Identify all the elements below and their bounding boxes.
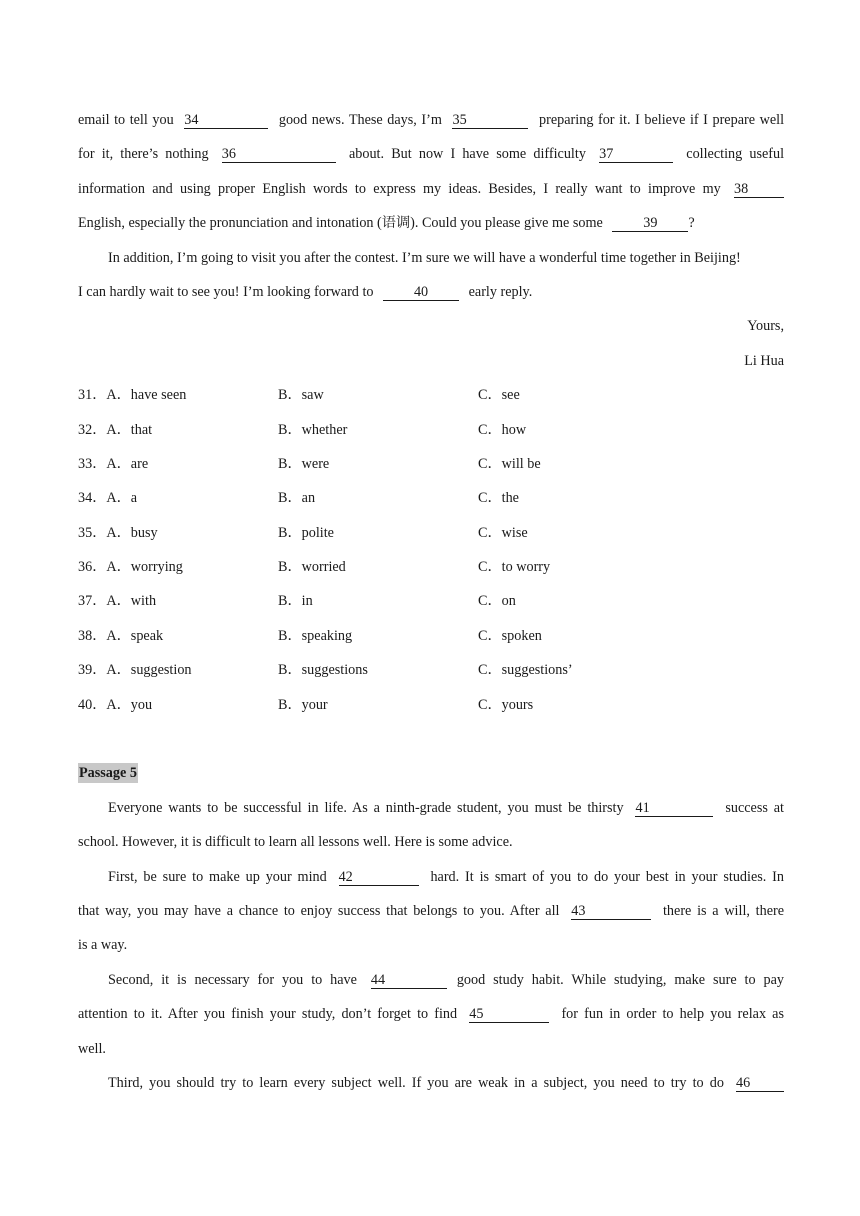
option-c: C．will be — [478, 455, 541, 472]
letter-line-1 — [78, 103, 784, 137]
letter-line-6 — [78, 275, 784, 309]
text: Second, it is necessary for you to have — [108, 971, 357, 988]
text: that way, you may have a chance to enjoy success that belongs to you. After all — [78, 902, 560, 919]
option-b: B．polite — [278, 524, 334, 541]
blank-36: 36 — [222, 146, 336, 163]
text: good study habit. While studying, make sure to pay — [456, 971, 785, 988]
passage-line — [78, 894, 784, 928]
text: information and using proper English words to express my ideas. Besides, I really want to improve my — [78, 180, 721, 197]
passage-line — [78, 791, 784, 825]
option-b: B．in — [278, 593, 313, 610]
passage-line — [78, 1066, 784, 1100]
blank-41: 41 — [635, 800, 713, 817]
text: hard. It is smart of you to do your best in your studies. In — [430, 868, 784, 885]
letter-line-2 — [78, 137, 784, 171]
passage-5-heading: Passage 5 — [79, 765, 137, 782]
passage-line — [78, 1032, 784, 1066]
text: preparing for it. I believe if I prepare well — [539, 112, 785, 128]
blank-45: 45 — [469, 1006, 549, 1023]
passage-line — [78, 860, 784, 894]
options-list — [78, 378, 784, 722]
option-c: C．spoken — [478, 627, 542, 644]
text: there is a will, there — [662, 902, 785, 919]
blank-37: 37 — [599, 146, 673, 163]
text: is a way. — [78, 937, 128, 954]
blank-35: 35 — [452, 112, 528, 129]
letter-line-4 — [78, 206, 784, 240]
option-a: 34．A．a — [78, 490, 138, 507]
option-c: C．suggestions’ — [478, 662, 573, 679]
option-a: 35．A．busy — [78, 524, 158, 541]
blank-34: 34 — [184, 112, 268, 129]
text: collecting useful — [686, 146, 785, 163]
option-a: 31．A．have seen — [78, 387, 187, 404]
blank-38: 38 — [734, 181, 784, 198]
text: email to tell you — [78, 112, 174, 128]
letter-closing: Yours, — [747, 318, 784, 335]
passage-line — [78, 997, 784, 1031]
option-a: 39．A．suggestion — [78, 662, 192, 679]
option-b: B．your — [278, 696, 328, 713]
text: attention to it. After you finish your study, don’t forget to find — [78, 1006, 458, 1023]
option-b: B．an — [278, 490, 316, 507]
text: school. However, it is difficult to learn all lessons well. Here is some advice. — [78, 834, 513, 851]
option-c: C．the — [478, 490, 519, 507]
option-row — [78, 447, 784, 481]
option-b: B．were — [278, 455, 330, 472]
option-c: C．wise — [478, 524, 528, 541]
text: for it, there’s nothing — [78, 146, 209, 163]
option-row — [78, 584, 784, 618]
letter-line-5 — [78, 241, 784, 275]
blank-39: 39 — [612, 215, 688, 232]
option-a: 38．A．speak — [78, 627, 164, 644]
option-c: C．to worry — [478, 559, 551, 576]
option-b: B．worried — [278, 559, 346, 576]
option-row — [78, 550, 784, 584]
text: Everyone wants to be successful in life. As a ninth-grade student, you must be thirsty — [108, 799, 624, 816]
option-row — [78, 619, 784, 653]
letter-signature: Li Hua — [744, 352, 784, 369]
option-row — [78, 653, 784, 687]
document-content — [78, 103, 784, 1100]
text: success at — [725, 799, 785, 816]
text: First, be sure to make up your mind — [108, 868, 327, 885]
text: well. — [78, 1040, 106, 1057]
option-row — [78, 516, 784, 550]
spacer — [78, 722, 784, 756]
option-a: 37．A．with — [78, 593, 157, 610]
blank-42: 42 — [339, 869, 419, 886]
option-row — [78, 688, 784, 722]
option-row — [78, 413, 784, 447]
blank-46: 46 — [736, 1075, 784, 1092]
blank-44: 44 — [371, 972, 447, 989]
option-c: C．on — [478, 593, 516, 610]
text: In addition, I’m going to visit you after the contest. I’m sure we will have a wonderful time together in Beijing! — [108, 249, 741, 266]
option-a: 33．A．are — [78, 455, 149, 472]
option-row — [78, 378, 784, 412]
text: early reply. — [468, 283, 533, 300]
text: for fun in order to help you relax as — [561, 1006, 785, 1023]
option-b: B．speaking — [278, 627, 353, 644]
option-c: C．yours — [478, 696, 534, 713]
blank-40: 40 — [383, 284, 459, 301]
option-b: B．saw — [278, 387, 324, 404]
text: about. But now I have some difficulty — [348, 146, 586, 163]
text: I can hardly wait to see you! I’m looking forward to — [78, 283, 374, 300]
option-a: 32．A．that — [78, 421, 153, 438]
text: good news. These days, I’m — [278, 112, 442, 128]
option-b: B．whether — [278, 421, 348, 438]
text: Third, you should try to learn every subject well. If you are weak in a subject, you need to try to do — [108, 1074, 724, 1091]
option-a: 36．A．worrying — [78, 559, 183, 576]
option-c: C．see — [478, 387, 520, 404]
passage-line — [78, 928, 784, 962]
passage-line — [78, 825, 784, 859]
letter-line-3 — [78, 172, 784, 206]
option-b: B．suggestions — [278, 662, 368, 679]
passage-heading-row — [78, 756, 784, 790]
blank-43: 43 — [571, 903, 651, 920]
passage-line — [78, 963, 784, 997]
option-c: C．how — [478, 421, 527, 438]
option-row — [78, 481, 784, 515]
text: ? — [688, 215, 695, 232]
option-a: 40．A．you — [78, 696, 153, 713]
text: English, especially the pronunciation and intonation (语调). Could you please give me some — [78, 215, 603, 232]
